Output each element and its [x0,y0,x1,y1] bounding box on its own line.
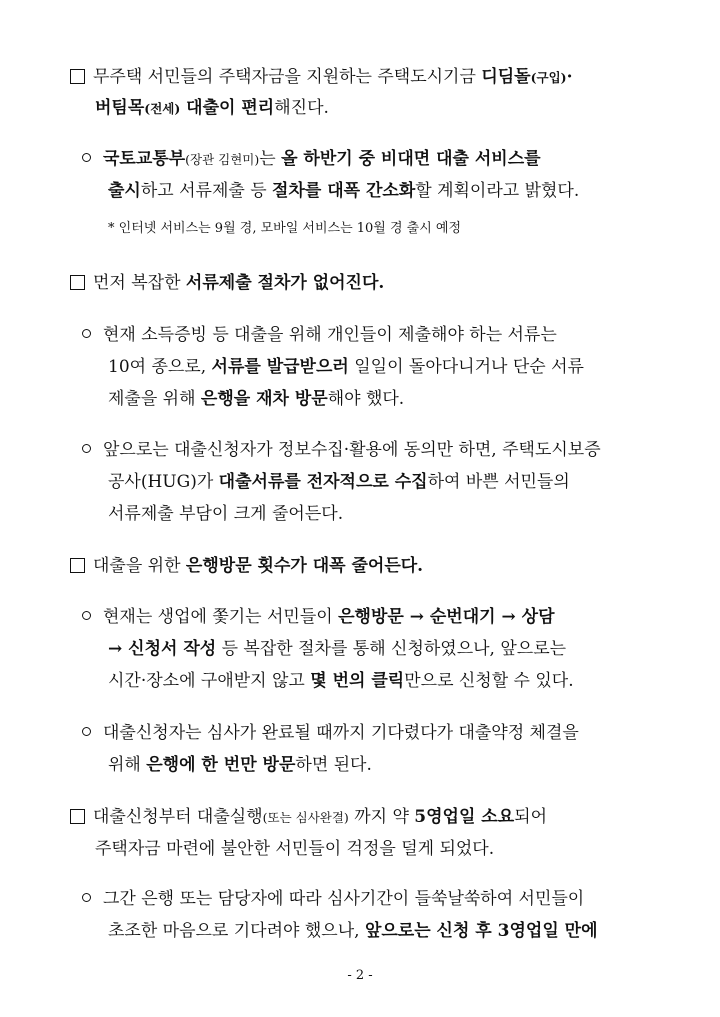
checkbox-square-icon [70,69,85,84]
text-bold: 서류를 발급받으러 [211,357,349,377]
text-bold: 은행방문 횟수가 대폭 줄어든다. [185,556,424,576]
text-bold: 앞으로는 신청 후 3영업일 만에 [364,921,598,941]
paragraph-5 [82,722,579,744]
text: 10여 종으로, [108,357,212,377]
bullet-circle-icon [82,893,91,902]
text-bold: 서류제출 절차가 없어진다. [185,273,385,293]
text: 대출신청자는 심사가 완료될 때까지 기다렸다가 대출약정 체결을 [103,723,579,743]
section-heading-4 [70,806,547,829]
text-bold: 몇 번의 클릭 [310,671,405,691]
paragraph-2 [82,324,557,346]
text-bold: 디딤돌 [481,67,531,87]
paragraph-3-cont2: 서류제출 부담이 크게 줄어든다. [108,504,344,524]
text: 해야 했다. [327,389,405,409]
page-number: - 2 - [347,968,373,983]
text: 공사(HUG)가 [108,472,219,492]
text: 무주택 서민들의 주택자금을 지원하는 주택도시기금 [93,67,482,87]
text-bold: → 신청서 작성 [108,639,217,659]
text: 해진다. [274,98,329,118]
paragraph-4 [82,606,555,628]
bullet-circle-icon [82,611,91,620]
text-bold: 대출이 편리 [180,98,275,118]
paragraph-1 [82,148,541,171]
bullet-circle-icon [82,727,91,736]
paragraph-3-cont [108,471,570,493]
paragraph-6 [82,888,584,910]
text-bold: 5영업일 소요 [414,807,515,827]
text-bold: 은행을 재차 방문 [200,389,328,409]
text: 먼저 복잡한 [93,273,186,293]
checkbox-square-icon [70,558,85,573]
text-bold: 은행방문 → 순번대기 → 상담 [338,607,555,627]
text: 하여 바쁜 서민들의 [427,472,570,492]
checkbox-square-icon [70,275,85,290]
text: 초조한 마음으로 기다려야 했으나, [108,921,365,941]
text-bold: 국토교통부 [103,149,186,169]
text-bold: 출시 [108,181,141,201]
text: 위해 [108,755,147,775]
text: 만으로 신청할 수 있다. [404,671,574,691]
bullet-circle-icon [82,153,91,162]
text-small: (또는 심사완결) [262,810,349,825]
paragraph-4-cont [108,638,566,660]
text: 일일이 돌아다니거나 단순 서류 [348,357,584,377]
bullet-circle-icon [82,329,91,338]
text: 하고 서류제출 등 [140,181,273,201]
text: 시간·장소에 구애받지 않고 [108,671,311,691]
paragraph-1-cont [108,180,579,202]
text-small: (장관 김현미) [185,152,260,167]
text-bold: 은행에 한 번만 방문 [146,755,296,775]
footnote: * 인터넷 서비스는 9월 경, 모바일 서비스는 10월 경 출시 예정 [108,221,462,236]
text-bold: 대출서류를 전자적으로 수집 [218,472,428,492]
bullet-circle-icon [82,444,91,453]
paragraph-6-cont [108,920,598,942]
text: 앞으로는 대출신청자가 정보수집·활용에 동의만 하면, 주택도시보증 [103,440,601,460]
text-small: (구입) [530,70,567,85]
text: 그간 은행 또는 담당자에 따라 심사기간이 들쑥날쑥하여 서민들이 [103,889,585,909]
text: 제출을 위해 [108,389,201,409]
text-bold: 올 하반기 중 비대면 대출 서비스를 [281,149,541,169]
text-bold: · [566,67,573,87]
paragraph-5-cont [108,754,372,776]
text: 까지 약 [348,807,415,827]
text: 등 복잡한 절차를 통해 신청하였으나, 앞으로는 [216,639,567,659]
paragraph-3 [82,439,601,461]
text: 는 [259,149,282,169]
section-heading-1 [70,66,573,89]
paragraph-2-cont2 [108,388,404,410]
text-bold: 절차를 대폭 간소화 [272,181,416,201]
text: 하면 된다. [295,755,372,775]
section-heading-4-cont: 주택자금 마련에 불안한 서민들이 걱정을 덜게 되었다. [95,839,495,859]
text-small: (전세) [144,101,181,116]
paragraph-2-cont [108,356,584,378]
text-bold: 버팀목 [95,98,145,118]
text: 대출을 위한 [93,556,186,576]
checkbox-square-icon [70,809,85,824]
section-heading-1-cont [95,97,329,120]
text: 되어 [514,807,548,827]
text: 할 계획이라고 밝혔다. [415,181,580,201]
section-heading-2 [70,272,384,294]
text: 현재는 생업에 쫓기는 서민들이 [103,607,339,627]
text: 대출신청부터 대출실행 [93,807,263,827]
section-heading-3 [70,555,423,577]
text: 현재 소득증빙 등 대출을 위해 개인들이 제출해야 하는 서류는 [103,325,557,345]
paragraph-4-cont2 [108,670,574,692]
